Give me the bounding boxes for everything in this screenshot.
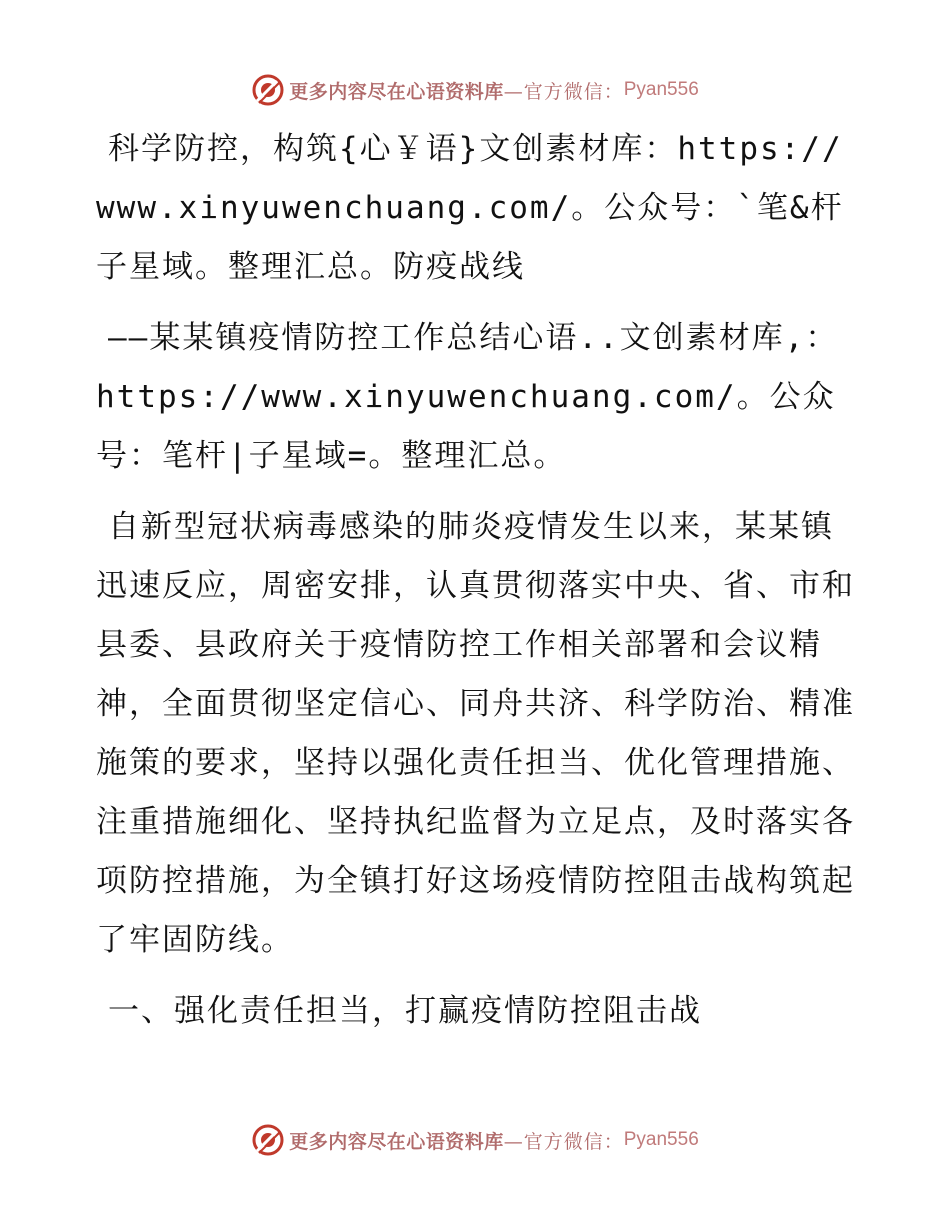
footer-banner: [0, 1120, 950, 1160]
document-paragraph: 科学防控，构筑{心￥语}文创素材库：https://www.xinyuwenchuang.com/。公众号：`笔&杆子星域。整理汇总。防疫战线: [96, 131, 844, 285]
banner-separator: —官方微信：: [503, 80, 624, 103]
document-paragraph: ——某某镇疫情防控工作总结心语..文创素材库,：https://www.xinyuwenchuang.com/。公众号：笔杆|子星域=。整理汇总。: [96, 320, 839, 474]
brand-logo-icon: [251, 73, 285, 107]
header-banner: [0, 70, 950, 110]
document-body: [96, 120, 856, 1053]
banner-text: 更多内容尽在心语资料库: [289, 80, 504, 103]
banner-text: 更多内容尽在心语资料库: [289, 1130, 504, 1153]
wechat-id: Pyan556: [623, 1129, 699, 1150]
banner-separator: —官方微信：: [503, 1130, 624, 1153]
brand-logo-icon: [251, 1123, 285, 1157]
section-heading: 一、强化责任担当，打赢疫情防控阻击战: [108, 993, 702, 1029]
wechat-id: Pyan556: [623, 79, 699, 100]
document-paragraph: 自新型冠状病毒感染的肺炎疫情发生以来，某某镇迅速反应，周密安排，认真贯彻落实中央、省、市和县委、县政府关于疫情防控工作相关部署和会议精神，全面贯彻坚定信心、同舟共济、科学防治、精准施策的要求，坚持以强化责任担当、优化管理措施、注重措施细化、坚持执纪监督为立足点，及时落实各项防控措施，为全镇打好这场疫情防控阻击战构筑起了牢固防线。: [96, 509, 855, 958]
